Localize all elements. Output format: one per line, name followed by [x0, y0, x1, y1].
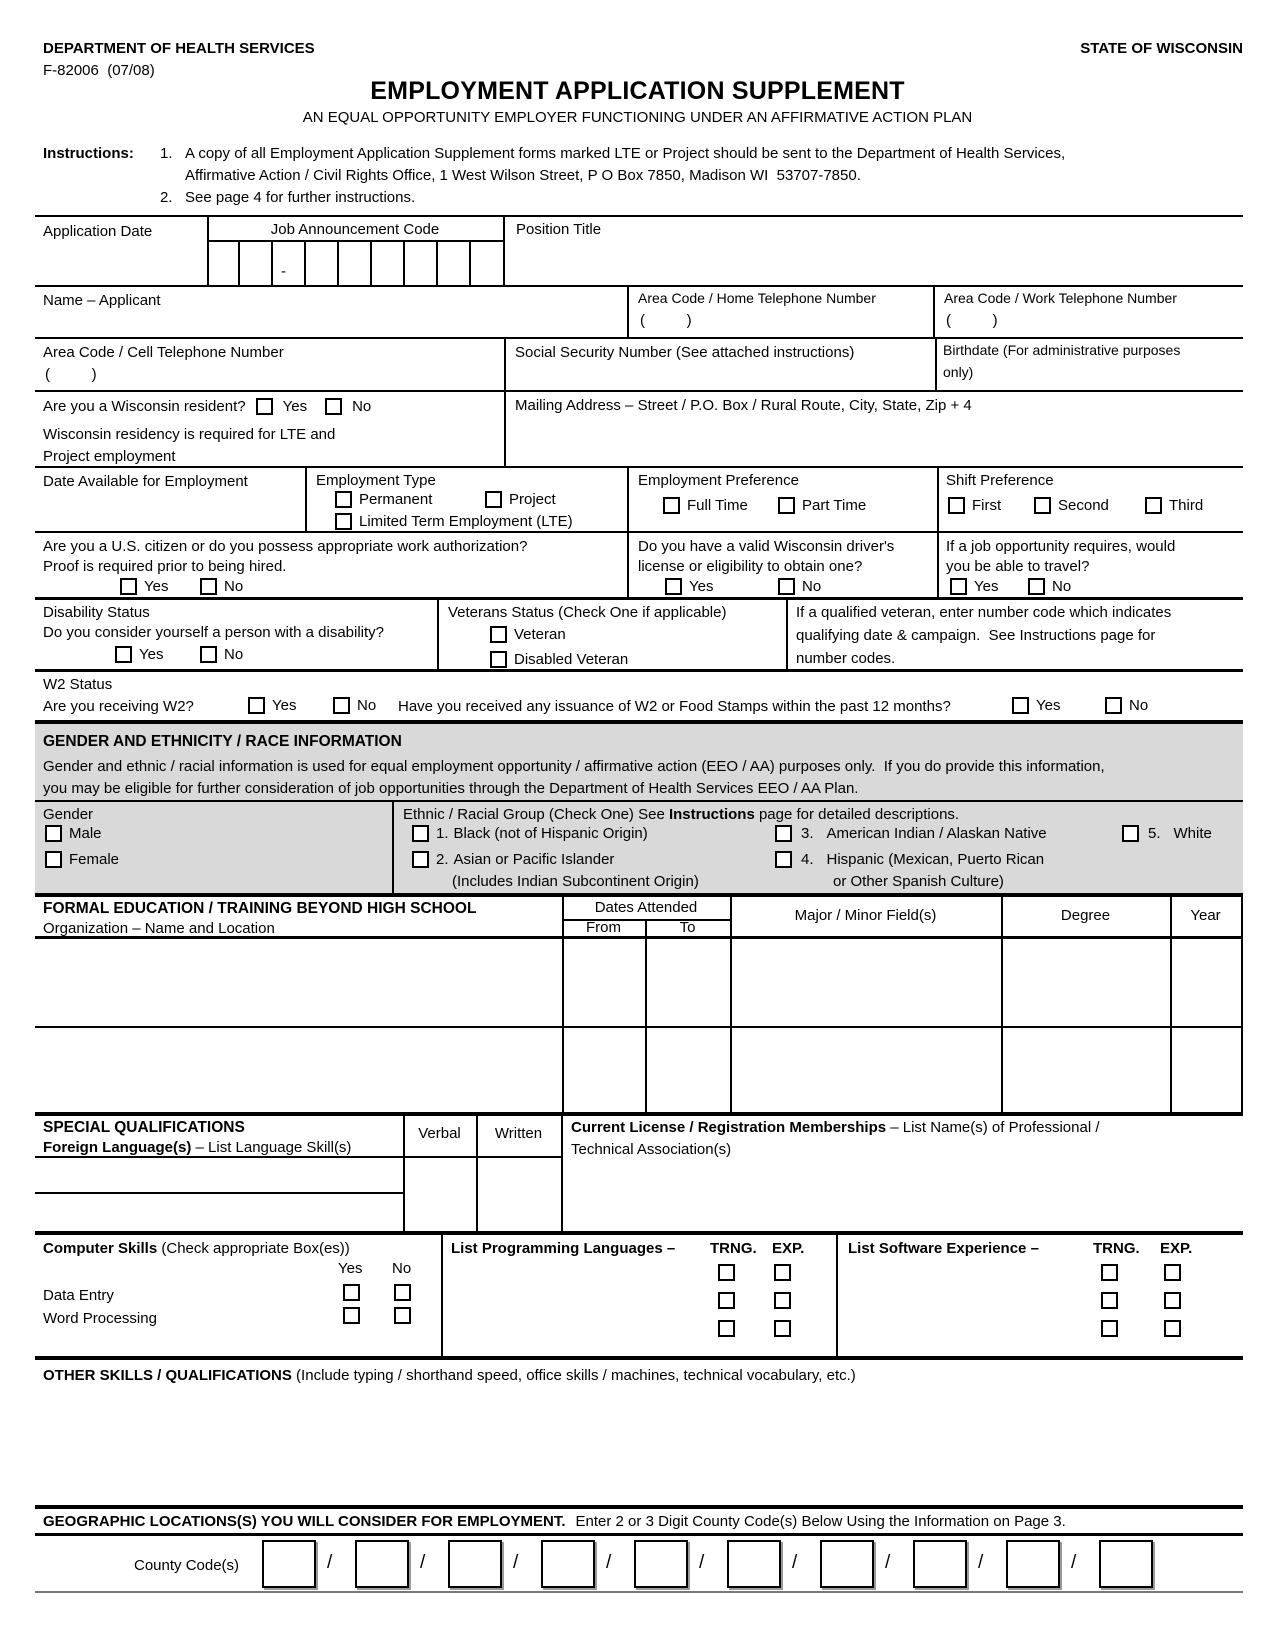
job-code-boxes — [207, 242, 469, 285]
instruction-1-line1: A copy of all Employment Application Supplement forms marked LTE or Project should be sent to the Department of Health Services, — [185, 145, 1066, 162]
software-trng-checkbox[interactable] — [1101, 1292, 1118, 1309]
degree-label: Degree — [1060, 907, 1111, 924]
geographic-title — [43, 1513, 1066, 1531]
other-skills-title — [43, 1367, 856, 1385]
disability-no-checkbox[interactable] — [200, 646, 217, 663]
computer-skills-title — [43, 1240, 350, 1258]
job-code-box[interactable] — [273, 242, 306, 285]
position-title-label: Position Title — [516, 221, 602, 238]
divider — [35, 720, 1243, 724]
option-full-time[interactable] — [663, 497, 748, 514]
citizen-no[interactable] — [200, 578, 243, 595]
education-section-title: FORMAL EDUCATION / TRAINING BEYOND HIGH SCHOOL — [43, 900, 477, 917]
foodstamps-yes[interactable] — [1012, 697, 1060, 714]
county-code-separator: / — [420, 1552, 426, 1573]
ethnic-asian-number: 2. — [436, 851, 449, 868]
full-time-label: Full Time — [687, 497, 748, 514]
computer-skills-rest: (Check appropriate Box(es)) — [157, 1240, 350, 1257]
county-code-box[interactable] — [634, 1540, 688, 1588]
disabled-veteran-checkbox[interactable] — [490, 651, 507, 668]
county-code-separator: / — [327, 1552, 333, 1573]
work-phone-area-code[interactable]: ( ) — [946, 312, 998, 329]
data-entry-no-checkbox[interactable] — [394, 1284, 411, 1301]
job-code-box[interactable] — [306, 242, 339, 285]
state-label: STATE OF WISCONSIN — [1080, 40, 1243, 57]
instruction-2-text: See page 4 for further instructions. — [185, 189, 416, 206]
county-code-box[interactable] — [262, 1540, 316, 1588]
divider — [35, 1591, 1243, 1593]
veterans-status-title: Veterans Status (Check One if applicable) — [448, 604, 727, 621]
divider — [1241, 893, 1243, 1114]
female-checkbox[interactable] — [45, 851, 62, 868]
option-ethnic-black[interactable] — [412, 825, 648, 842]
ethnic-hispanic-label: Hispanic (Mexican, Puerto Rican — [826, 851, 1045, 868]
ethnic-american-indian-number: 3. — [801, 825, 814, 842]
option-disabled-veteran[interactable] — [490, 651, 628, 668]
county-codes-label: County Code(s) — [134, 1557, 240, 1574]
citizen-no-label: No — [224, 578, 244, 595]
home-phone-area-code[interactable]: ( ) — [640, 312, 692, 329]
county-code-box[interactable] — [820, 1540, 874, 1588]
gender-label: Gender — [43, 806, 94, 823]
divider — [35, 1231, 1243, 1235]
shift-second-checkbox[interactable] — [1034, 497, 1051, 514]
option-ethnic-hispanic[interactable] — [775, 851, 1044, 868]
computer-yes-header: Yes — [338, 1260, 363, 1277]
resident-yes-label: Yes — [282, 398, 308, 415]
ethnic-white-number: 5. — [1148, 825, 1161, 842]
ethnic-asian-sublabel: (Includes Indian Subcontinent Origin) — [452, 873, 699, 890]
driver-yes-checkbox[interactable] — [665, 578, 682, 595]
foodstamps-no[interactable] — [1105, 697, 1148, 714]
ethnic-group-header — [403, 806, 959, 824]
option-shift-second[interactable] — [1034, 497, 1109, 514]
software-trng-checkbox[interactable] — [1101, 1320, 1118, 1337]
dates-attended-label: Dates Attended — [594, 899, 698, 916]
divider — [35, 1112, 1243, 1116]
geographic-title-bold: GEOGRAPHIC LOCATIONS(S) YOU WILL CONSIDER FOR EMPLOYMENT. — [43, 1513, 566, 1530]
county-code-box[interactable] — [913, 1540, 967, 1588]
w2-yes-label: Yes — [272, 697, 297, 714]
travel-no-label: No — [1052, 578, 1072, 595]
divider — [437, 599, 439, 669]
qualified-veteran-line2: qualifying date & campaign. See Instructions page for — [796, 627, 1156, 644]
programming-trng-checkbox[interactable] — [718, 1320, 735, 1337]
cell-phone-label: Area Code / Cell Telephone Number — [43, 344, 284, 361]
divider — [935, 337, 937, 391]
birthdate-label-line2: only) — [943, 364, 974, 380]
page-subtitle: AN EQUAL OPPORTUNITY EMPLOYER FUNCTIONING UNDER AN AFFIRMATIVE ACTION PLAN — [302, 109, 973, 126]
divider — [441, 1231, 443, 1358]
job-announcement-code-label: Job Announcement Code — [270, 221, 440, 238]
employment-preference-label: Employment Preference — [638, 472, 799, 489]
divider — [627, 466, 629, 597]
gender-ethnicity-section-title: GENDER AND ETHNICITY / RACE INFORMATION — [43, 733, 402, 750]
gender-ethnicity-paragraph-line1: Gender and ethnic / racial information is used for equal employment opportunity / affirmative action (EEO / AA) purposes only. If you do provide this information, — [43, 758, 1105, 775]
disability-no[interactable] — [200, 646, 243, 663]
programming-languages-label: List Programming Languages – — [451, 1240, 676, 1257]
resident-note-line2: Project employment — [43, 448, 176, 465]
w2-no-checkbox[interactable] — [333, 697, 350, 714]
ethnic-header-post: page for detailed descriptions. — [754, 806, 960, 823]
programming-trng-checkbox[interactable] — [718, 1264, 735, 1281]
county-code-separator: / — [1071, 1552, 1077, 1573]
driver-yes-label: Yes — [689, 578, 714, 595]
permanent-label: Permanent — [359, 491, 433, 508]
disability-no-label: No — [224, 646, 244, 663]
lte-checkbox[interactable] — [335, 513, 352, 530]
divider — [35, 337, 1243, 339]
resident-no-checkbox[interactable] — [325, 398, 342, 415]
qualified-veteran-line1: If a qualified veteran, enter number code which indicates — [796, 604, 1172, 621]
programming-trng-checkbox[interactable] — [718, 1292, 735, 1309]
agency-name: DEPARTMENT OF HEALTH SERVICES — [43, 40, 315, 57]
word-processing-no-checkbox[interactable] — [394, 1307, 411, 1324]
divider — [35, 466, 1243, 468]
citizen-yes-checkbox[interactable] — [120, 578, 137, 595]
shift-second-label: Second — [1058, 497, 1109, 514]
divider — [35, 669, 1243, 672]
year-label: Year — [1190, 907, 1221, 924]
word-processing-yes-checkbox[interactable] — [343, 1307, 360, 1324]
foodstamps-yes-label: Yes — [1036, 697, 1061, 714]
w2-yes-checkbox[interactable] — [248, 697, 265, 714]
male-checkbox[interactable] — [45, 825, 62, 842]
county-code-separator: / — [606, 1552, 612, 1573]
other-skills-rest: (Include typing / shorthand speed, office skills / machines, technical vocabulary, etc.) — [291, 1367, 856, 1384]
geographic-title-rest: Enter 2 or 3 Digit County Code(s) Below Using the Information on Page 3. — [575, 1513, 1066, 1530]
education-row[interactable] — [35, 939, 1241, 1026]
county-code-separator: / — [978, 1552, 984, 1573]
divider — [503, 215, 505, 285]
page-title: EMPLOYMENT APPLICATION SUPPLEMENT — [370, 77, 905, 105]
software-exp-header: EXP. — [1160, 1240, 1193, 1257]
citizen-question-line1: Are you a U.S. citizen or do you possess appropriate work authorization? — [43, 538, 528, 555]
driver-question-line1: Do you have a valid Wisconsin driver's — [638, 538, 895, 555]
programming-exp-checkbox[interactable] — [774, 1320, 791, 1337]
date-available-label: Date Available for Employment — [43, 473, 248, 490]
ethnic-black-label: Black (not of Hispanic Origin) — [453, 825, 648, 842]
divider — [35, 215, 1243, 217]
shift-third-label: Third — [1169, 497, 1204, 514]
divider — [933, 285, 935, 337]
shift-third-checkbox[interactable] — [1145, 497, 1162, 514]
citizen-question-line2: Proof is required prior to being hired. — [43, 558, 287, 575]
county-code-separator: / — [513, 1552, 519, 1573]
option-project[interactable] — [485, 491, 556, 508]
shift-preference-label: Shift Preference — [946, 472, 1054, 489]
license-label-rest: – List Name(s) of Professional / — [886, 1119, 1100, 1136]
divider — [305, 466, 307, 531]
option-female[interactable] — [45, 851, 119, 868]
w2-no-label: No — [357, 697, 377, 714]
citizen-yes[interactable] — [120, 578, 168, 595]
travel-yes[interactable] — [950, 578, 998, 595]
female-label: Female — [69, 851, 120, 868]
permanent-checkbox[interactable] — [335, 491, 352, 508]
divider — [392, 800, 394, 895]
license-label-line1 — [571, 1119, 1100, 1137]
county-code-box[interactable] — [1099, 1540, 1153, 1588]
driver-question-line2: license or eligibility to obtain one? — [638, 558, 863, 575]
county-code-separator: / — [885, 1552, 891, 1573]
programming-exp-checkbox[interactable] — [774, 1264, 791, 1281]
job-code-box[interactable] — [240, 242, 273, 285]
resident-note-line1: Wisconsin residency is required for LTE and — [43, 426, 336, 443]
instructions-label: Instructions: — [43, 145, 134, 162]
form-number: F-82006 (07/08) — [43, 62, 155, 79]
foreign-language-bold: Foreign Language(s) — [43, 1139, 192, 1156]
w2-status-title: W2 Status — [43, 676, 113, 693]
computer-skills-bold: Computer Skills — [43, 1240, 158, 1257]
application-date-label: Application Date — [43, 223, 153, 240]
ethnic-black-checkbox[interactable] — [412, 825, 429, 842]
disability-question: Do you consider yourself a person with a disability? — [43, 624, 385, 641]
qualified-veteran-line3: number codes. — [796, 650, 896, 667]
county-code-box[interactable] — [727, 1540, 781, 1588]
lte-label: Limited Term Employment (LTE) — [359, 513, 573, 530]
foreign-language-label — [43, 1139, 351, 1157]
travel-question-line1: If a job opportunity requires, would — [946, 538, 1176, 555]
disabled-veteran-label: Disabled Veteran — [514, 651, 629, 668]
ethnic-asian-checkbox[interactable] — [412, 851, 429, 868]
driver-no[interactable] — [778, 578, 821, 595]
license-label-line2: Technical Association(s) — [571, 1141, 732, 1158]
programming-exp-checkbox[interactable] — [774, 1292, 791, 1309]
education-org-label: Organization – Name and Location — [43, 920, 275, 937]
resident-yes-checkbox[interactable] — [256, 398, 273, 415]
w2-yes[interactable] — [248, 697, 296, 714]
option-shift-third[interactable] — [1145, 497, 1203, 514]
driver-yes[interactable] — [665, 578, 713, 595]
shift-first-label: First — [972, 497, 1002, 514]
option-part-time[interactable] — [778, 497, 866, 514]
divider — [35, 1505, 1243, 1509]
instruction-2-number: 2. — [160, 189, 173, 206]
foodstamps-no-checkbox[interactable] — [1105, 697, 1122, 714]
written-label: Written — [494, 1125, 543, 1142]
job-code-box[interactable] — [405, 242, 438, 285]
part-time-checkbox[interactable] — [778, 497, 795, 514]
divider — [469, 242, 471, 285]
ethnic-american-indian-checkbox[interactable] — [775, 825, 792, 842]
disability-status-title: Disability Status — [43, 604, 150, 621]
divider — [35, 285, 1243, 287]
employment-type-label: Employment Type — [316, 472, 436, 489]
word-processing-label: Word Processing — [43, 1310, 157, 1327]
data-entry-yes-checkbox[interactable] — [343, 1284, 360, 1301]
w2-no[interactable] — [333, 697, 376, 714]
work-phone-label: Area Code / Work Telephone Number — [944, 290, 1177, 306]
software-experience-label: List Software Experience – — [848, 1240, 1039, 1257]
divider — [35, 1356, 1243, 1360]
part-time-label: Part Time — [802, 497, 867, 514]
software-trng-header: TRNG. — [1093, 1240, 1140, 1257]
name-applicant-label: Name – Applicant — [43, 292, 161, 309]
disability-yes[interactable] — [115, 646, 163, 663]
job-code-dash: - — [281, 263, 286, 280]
county-code-box[interactable] — [448, 1540, 502, 1588]
county-code-box[interactable] — [541, 1540, 595, 1588]
divider — [627, 285, 629, 337]
travel-yes-label: Yes — [974, 578, 999, 595]
divider — [35, 531, 1243, 533]
divider — [504, 337, 506, 467]
divider — [786, 599, 788, 669]
resident-question-label: Are you a Wisconsin resident? — [43, 398, 246, 415]
shift-first-checkbox[interactable] — [948, 497, 965, 514]
ethnic-asian-label: Asian or Pacific Islander — [453, 851, 615, 868]
w2-question-1: Are you receiving W2? — [43, 698, 194, 715]
divider — [937, 466, 939, 597]
veteran-checkbox[interactable] — [490, 626, 507, 643]
software-trng-checkbox[interactable] — [1101, 1264, 1118, 1281]
driver-no-checkbox[interactable] — [778, 578, 795, 595]
computer-no-header: No — [392, 1260, 412, 1277]
foodstamps-yes-checkbox[interactable] — [1012, 697, 1029, 714]
project-checkbox[interactable] — [485, 491, 502, 508]
option-ethnic-asian[interactable] — [412, 851, 614, 868]
license-label-bold: Current License / Registration Memberships — [571, 1119, 887, 1136]
dates-from-label: From — [586, 919, 621, 936]
job-code-box[interactable] — [207, 242, 240, 285]
divider — [35, 1192, 403, 1194]
county-code-separator: / — [699, 1552, 705, 1573]
birthdate-label-line1: Birthdate (For administrative purposes — [943, 342, 1181, 358]
other-skills-entry-area[interactable] — [35, 1385, 1243, 1503]
verbal-label: Verbal — [418, 1125, 461, 1142]
divider — [561, 1112, 563, 1231]
divider — [35, 893, 1243, 897]
software-exp-checkbox[interactable] — [1164, 1320, 1181, 1337]
ethnic-black-number: 1. — [436, 825, 449, 842]
travel-question-line2: you be able to travel? — [946, 558, 1090, 575]
ethnic-hispanic-number: 4. — [801, 851, 814, 868]
ethnic-american-indian-label: American Indian / Alaskan Native — [826, 825, 1047, 842]
major-minor-label: Major / Minor Field(s) — [794, 907, 937, 924]
county-code-box[interactable] — [1006, 1540, 1060, 1588]
project-label: Project — [509, 491, 556, 508]
option-ethnic-american-indian[interactable] — [775, 825, 1047, 842]
job-code-box[interactable] — [339, 242, 372, 285]
disability-yes-label: Yes — [139, 646, 164, 663]
option-ethnic-white[interactable] — [1122, 825, 1212, 842]
education-row[interactable] — [35, 1028, 1241, 1112]
w2-question-2: Have you received any issuance of W2 or Food Stamps within the past 12 months? — [398, 698, 951, 715]
full-time-checkbox[interactable] — [663, 497, 680, 514]
male-label: Male — [69, 825, 102, 842]
dates-to-label: To — [679, 919, 696, 936]
option-shift-first[interactable] — [948, 497, 1001, 514]
option-permanent[interactable] — [335, 491, 432, 508]
instruction-1-line2: Affirmative Action / Civil Rights Office, 1 West Wilson Street, P O Box 7850, Madison WI 53707-7850. — [185, 167, 861, 184]
travel-yes-checkbox[interactable] — [950, 578, 967, 595]
option-veteran[interactable] — [490, 626, 566, 643]
citizen-no-checkbox[interactable] — [200, 578, 217, 595]
county-code-separator: / — [792, 1552, 798, 1573]
resident-no-label: No — [352, 398, 372, 415]
software-exp-checkbox[interactable] — [1164, 1292, 1181, 1309]
divider — [35, 597, 1243, 600]
ethnic-white-checkbox[interactable] — [1122, 825, 1139, 842]
ethnic-hispanic-sublabel: or Other Spanish Culture) — [833, 873, 1004, 890]
travel-no-checkbox[interactable] — [1028, 578, 1045, 595]
ethnic-header-bold: Instructions — [668, 806, 755, 823]
data-entry-label: Data Entry — [43, 1287, 114, 1304]
foreign-language-rest: – List Language Skill(s) — [191, 1139, 352, 1156]
option-male[interactable] — [45, 825, 102, 842]
ethnic-header-pre: Ethnic / Racial Group (Check One) See — [403, 806, 669, 823]
special-qualifications-title: SPECIAL QUALIFICATIONS — [43, 1119, 245, 1136]
programming-exp-header: EXP. — [772, 1240, 805, 1257]
county-code-box[interactable] — [355, 1540, 409, 1588]
ethnic-hispanic-checkbox[interactable] — [775, 851, 792, 868]
mailing-address-label: Mailing Address – Street / P.O. Box / Rural Route, City, State, Zip + 4 — [515, 397, 972, 414]
veteran-label: Veteran — [514, 626, 566, 643]
divider — [35, 390, 1243, 392]
divider — [35, 800, 1243, 802]
foodstamps-no-label: No — [1129, 697, 1149, 714]
ssn-label: Social Security Number (See attached instructions) — [515, 344, 855, 361]
disability-yes-checkbox[interactable] — [115, 646, 132, 663]
cell-phone-area-code[interactable]: ( ) — [45, 366, 97, 383]
home-phone-label: Area Code / Home Telephone Number — [638, 290, 876, 306]
citizen-yes-label: Yes — [144, 578, 169, 595]
job-code-box[interactable] — [372, 242, 405, 285]
option-lte[interactable] — [335, 513, 573, 530]
job-code-box[interactable] — [438, 242, 469, 285]
driver-no-label: No — [802, 578, 822, 595]
other-skills-bold: OTHER SKILLS / QUALIFICATIONS — [43, 1367, 292, 1384]
instruction-1-number: 1. — [160, 145, 173, 162]
ethnic-white-label: White — [1173, 825, 1212, 842]
programming-trng-header: TRNG. — [710, 1240, 757, 1257]
software-exp-checkbox[interactable] — [1164, 1264, 1181, 1281]
divider — [836, 1231, 838, 1358]
resident-question-row — [43, 398, 371, 415]
gender-ethnicity-paragraph-line2: you may be eligible for further consideration of job opportunities through the Department of Health Services EEO / AA Plan. — [43, 780, 859, 797]
divider — [35, 1533, 1243, 1536]
travel-no[interactable] — [1028, 578, 1071, 595]
